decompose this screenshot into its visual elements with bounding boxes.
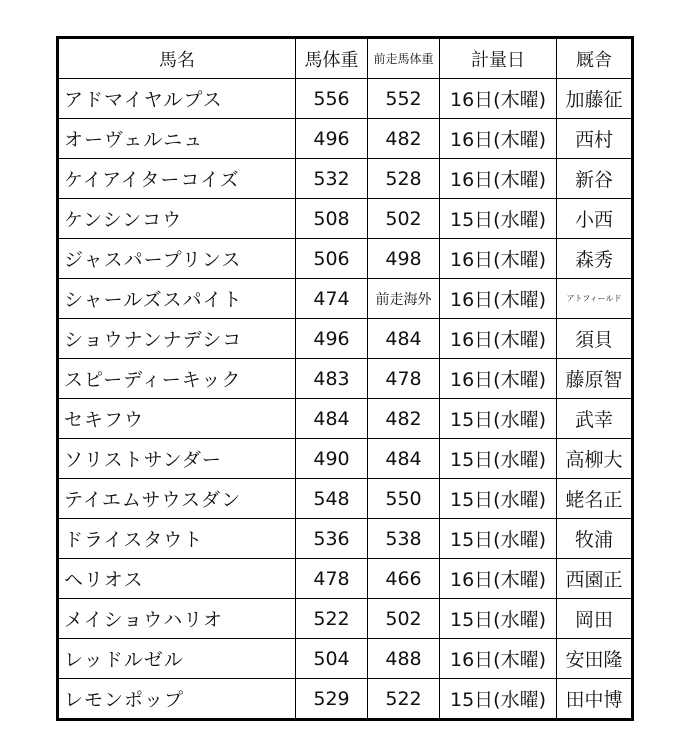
weigh-day-cell: 15日(水曜) xyxy=(440,679,557,720)
previous-weight-cell: 478 xyxy=(368,359,440,399)
previous-weight-cell: 528 xyxy=(368,159,440,199)
previous-weight-cell: 538 xyxy=(368,519,440,559)
header-body-weight: 馬体重 xyxy=(296,38,368,79)
body-weight-cell: 474 xyxy=(296,279,368,319)
stable-cell: 加藤征 xyxy=(557,79,633,119)
table-row xyxy=(58,199,633,239)
body-weight-cell: 548 xyxy=(296,479,368,519)
body-weight-cell: 556 xyxy=(296,79,368,119)
table-row xyxy=(58,279,633,319)
table-row xyxy=(58,319,633,359)
stable-cell: 新谷 xyxy=(557,159,633,199)
previous-weight-cell: 484 xyxy=(368,319,440,359)
horse-name-cell: オーヴェルニュ xyxy=(58,119,296,159)
previous-weight-cell: 484 xyxy=(368,439,440,479)
body-weight-cell: 506 xyxy=(296,239,368,279)
stable-cell: 森秀 xyxy=(557,239,633,279)
weigh-day-cell: 16日(木曜) xyxy=(440,359,557,399)
table-row xyxy=(58,439,633,479)
stable-cell: 西園正 xyxy=(557,559,633,599)
horse-name-cell: ケイアイターコイズ xyxy=(58,159,296,199)
body-weight-cell: 536 xyxy=(296,519,368,559)
table-row xyxy=(58,239,633,279)
stable-cell: 須貝 xyxy=(557,319,633,359)
weigh-day-cell: 16日(木曜) xyxy=(440,119,557,159)
body-weight-cell: 496 xyxy=(296,319,368,359)
header-row xyxy=(58,38,633,79)
horse-name-cell: セキフウ xyxy=(58,399,296,439)
weigh-day-cell: 15日(水曜) xyxy=(440,439,557,479)
header-horse-name: 馬名 xyxy=(58,38,296,79)
weigh-day-cell: 15日(水曜) xyxy=(440,199,557,239)
horse-name-cell: ソリストサンダー xyxy=(58,439,296,479)
previous-weight-cell: 前走海外 xyxy=(368,279,440,319)
table-row xyxy=(58,679,633,720)
weigh-day-cell: 16日(木曜) xyxy=(440,319,557,359)
weigh-day-cell: 16日(木曜) xyxy=(440,559,557,599)
horse-name-cell: シャールズスパイト xyxy=(58,279,296,319)
table-row xyxy=(58,159,633,199)
previous-weight-cell: 552 xyxy=(368,79,440,119)
header-previous-weight: 前走馬体重 xyxy=(368,38,440,79)
previous-weight-cell: 550 xyxy=(368,479,440,519)
previous-weight-cell: 482 xyxy=(368,119,440,159)
table-row xyxy=(58,479,633,519)
horse-name-cell: テイエムサウスダン xyxy=(58,479,296,519)
table-row xyxy=(58,519,633,559)
body-weight-cell: 478 xyxy=(296,559,368,599)
horse-name-cell: ドライスタウト xyxy=(58,519,296,559)
previous-weight-cell: 482 xyxy=(368,399,440,439)
previous-weight-cell: 502 xyxy=(368,599,440,639)
table-row xyxy=(58,119,633,159)
previous-weight-cell: 522 xyxy=(368,679,440,720)
body-weight-cell: 483 xyxy=(296,359,368,399)
stable-cell: 安田隆 xyxy=(557,639,633,679)
body-weight-cell: 522 xyxy=(296,599,368,639)
stable-cell: 高柳大 xyxy=(557,439,633,479)
previous-weight-cell: 466 xyxy=(368,559,440,599)
body-weight-cell: 496 xyxy=(296,119,368,159)
horse-name-cell: ヘリオス xyxy=(58,559,296,599)
stable-cell: 蛯名正 xyxy=(557,479,633,519)
stable-cell: 西村 xyxy=(557,119,633,159)
previous-weight-cell: 488 xyxy=(368,639,440,679)
horse-weight-table xyxy=(56,36,634,721)
stable-cell: 武幸 xyxy=(557,399,633,439)
previous-weight-cell: 498 xyxy=(368,239,440,279)
horse-name-cell: スピーディーキック xyxy=(58,359,296,399)
horse-name-cell: ショウナンナデシコ xyxy=(58,319,296,359)
stable-cell: 岡田 xyxy=(557,599,633,639)
horse-name-cell: ケンシンコウ xyxy=(58,199,296,239)
weigh-day-cell: 15日(水曜) xyxy=(440,519,557,559)
horse-name-cell: レッドルゼル xyxy=(58,639,296,679)
stable-cell: アトフィールド xyxy=(557,279,633,319)
body-weight-cell: 532 xyxy=(296,159,368,199)
weigh-day-cell: 16日(木曜) xyxy=(440,79,557,119)
header-weigh-day: 計量日 xyxy=(440,38,557,79)
table-row xyxy=(58,559,633,599)
header-stable: 厩舎 xyxy=(557,38,633,79)
body-weight-cell: 484 xyxy=(296,399,368,439)
weigh-day-cell: 15日(水曜) xyxy=(440,399,557,439)
weigh-day-cell: 15日(水曜) xyxy=(440,599,557,639)
body-weight-cell: 529 xyxy=(296,679,368,720)
body-weight-cell: 508 xyxy=(296,199,368,239)
body-weight-cell: 490 xyxy=(296,439,368,479)
horse-name-cell: メイショウハリオ xyxy=(58,599,296,639)
horse-name-cell: レモンポップ xyxy=(58,679,296,720)
previous-weight-cell: 502 xyxy=(368,199,440,239)
table-row xyxy=(58,359,633,399)
table-row xyxy=(58,399,633,439)
weigh-day-cell: 16日(木曜) xyxy=(440,239,557,279)
body-weight-cell: 504 xyxy=(296,639,368,679)
stable-cell: 牧浦 xyxy=(557,519,633,559)
table-row xyxy=(58,79,633,119)
horse-name-cell: ジャスパープリンス xyxy=(58,239,296,279)
stable-cell: 田中博 xyxy=(557,679,633,720)
weigh-day-cell: 15日(水曜) xyxy=(440,479,557,519)
stable-cell: 藤原智 xyxy=(557,359,633,399)
horse-name-cell: アドマイヤルプス xyxy=(58,79,296,119)
table-row xyxy=(58,639,633,679)
weigh-day-cell: 16日(木曜) xyxy=(440,279,557,319)
weigh-day-cell: 16日(木曜) xyxy=(440,159,557,199)
stable-cell: 小西 xyxy=(557,199,633,239)
table-row xyxy=(58,599,633,639)
weigh-day-cell: 16日(木曜) xyxy=(440,639,557,679)
